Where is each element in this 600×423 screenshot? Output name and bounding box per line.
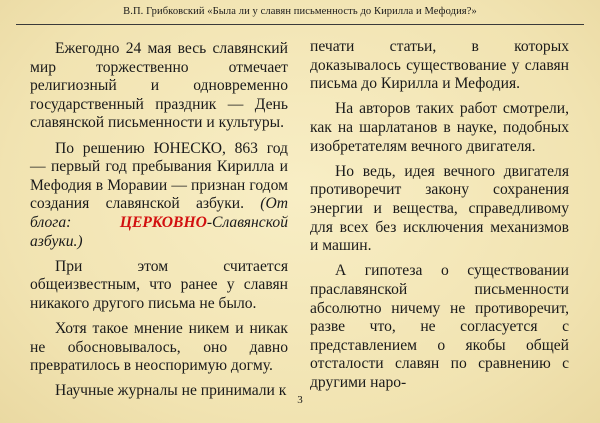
running-header: В.П. Грибковский «Была ли у славян письменность до Кирилла и Мефодия?» (123, 6, 477, 17)
left-column (30, 40, 288, 408)
paragraph: Хотя такое мнение никем и никак не обосновывалось, оно давно превратилось в неоспоримую догму. (30, 320, 288, 375)
paragraph: А гипотеза о существовании праславянской письменности абсолютно ничему не противоречит, разве что, не согласуется с представлением о якобы общей отсталости славян по сравнению с другими наро- (310, 262, 569, 391)
paragraph-continued: печати статьи, в которых доказывалось существование у славян письма до Кирилла и Мефодия. (310, 38, 569, 93)
right-column (310, 38, 569, 399)
page-number: 3 (297, 394, 303, 406)
paragraph: При этом считается общеизвестным, что ранее у славян никакого другого письма не было. (30, 257, 288, 312)
paragraph: На авторов таких работ смотрели, как на шарлатанов в науке, подобных изобретателям вечного двигателя. (310, 100, 569, 155)
paragraph: Но ведь, идея вечного двигателя противоречит закону сохранения энергии и вещества, справедливому для всех без исключения механизмов и машин. (310, 162, 569, 255)
paragraph-text: По решению ЮНЕСКО, 863 год — первый год пребывания Кирилла и Мефодия в Моравии — признан годом создания славянской азбуки. (30, 139, 288, 213)
blog-note-brand: ЦЕРКОВНО (119, 213, 207, 231)
paragraph: Ежегодно 24 мая весь славянский мир торжественно отмечает религиозный и одновременно государственный праздник — День славянской письменности и культуры. (30, 40, 288, 132)
header-rule (16, 24, 584, 25)
blog-note-open: (От блога: (30, 195, 288, 231)
paragraph: Научные журналы не принимали к (55, 382, 287, 400)
blog-note-close: -Славянской азбуки.) (30, 213, 288, 250)
paragraph-unesco (30, 140, 288, 252)
